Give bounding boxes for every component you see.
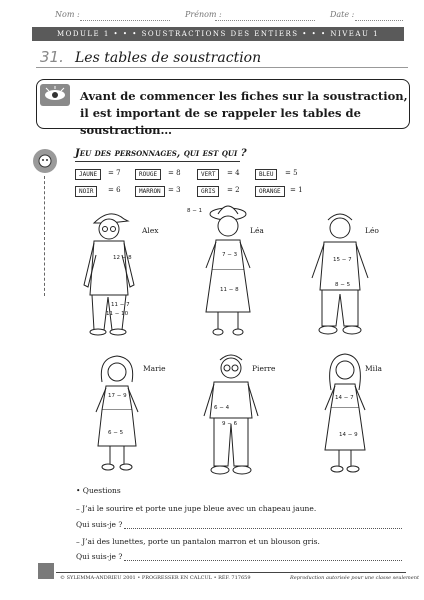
legend-value-marron: = 3 <box>168 186 181 194</box>
label-mila-shirt: 14 − 7 <box>335 395 354 401</box>
label-alex-shoes: 11 − 10 <box>106 311 129 317</box>
legend-value-vert: = 4 <box>227 169 240 177</box>
answer-2-line[interactable] <box>124 560 402 561</box>
legend-color-noir: NOIR <box>75 186 97 197</box>
label-pierre-jacket: 6 − 4 <box>214 405 230 411</box>
label-lea-skirt: 11 − 8 <box>220 287 239 293</box>
questions-heading: • Questions <box>76 486 121 495</box>
answer-1-line[interactable] <box>124 528 402 529</box>
legend-color-jaune: JAUNE <box>75 169 101 180</box>
intro-line-2: il est important de se rappeler les tables de soustraction… <box>80 106 361 137</box>
footer-reproduction: Reproduction autorisée pour une classe seulement <box>290 575 419 581</box>
prenom-line[interactable] <box>215 20 315 21</box>
module-band: MODULE 1 • • • SOUSTRACTIONS DES ENTIERS • • • NIVEAU 1 <box>32 27 404 41</box>
legend-color-bleu: BLEU <box>255 169 277 180</box>
nom-label: Nom : <box>55 10 80 19</box>
legend-value-gris: = 2 <box>227 186 240 194</box>
question-2: – J’ai des lunettes, porte un pantalon marron et un blouson gris. <box>76 537 320 546</box>
answer-1-label: Qui suis-je ? <box>76 520 123 529</box>
label-lea-shirt: 7 − 3 <box>222 252 238 258</box>
intro-text <box>80 88 424 139</box>
date-line[interactable] <box>355 20 403 21</box>
legend-color-vert: VERT <box>197 169 219 180</box>
label-marie-skirt: 6 − 5 <box>108 430 124 436</box>
label-pierre-pants: 9 − 6 <box>222 421 238 427</box>
prenom-label: Prénom : <box>185 10 222 19</box>
legend-color-gris: GRIS <box>197 186 219 197</box>
page-title: Les tables de soustraction <box>75 50 262 66</box>
label-marie-shirt: 17 − 9 <box>108 393 127 399</box>
character-lea[interactable] <box>188 200 268 340</box>
legend-value-jaune: = 7 <box>108 169 121 177</box>
legend-value-noir: = 6 <box>108 186 121 194</box>
game-icon <box>32 148 58 174</box>
footer-square <box>38 563 54 579</box>
label-leo-pants: 8 − 5 <box>335 282 351 288</box>
label-lea-hat: 8 − 1 <box>187 208 203 214</box>
character-marie[interactable] <box>86 352 148 474</box>
name-lea: Léa <box>250 226 264 235</box>
legend-value-orange: = 1 <box>290 186 303 194</box>
footer-line <box>56 572 406 573</box>
label-alex-pants: 11 − 7 <box>111 302 130 308</box>
legend-color-orange: ORANGE <box>255 186 285 197</box>
label-leo-sweater: 15 − 7 <box>333 257 352 263</box>
section-underline <box>75 161 240 162</box>
section-title: Jeu des personnages, qui est qui ? <box>75 148 247 159</box>
legend-color-rouge: ROUGE <box>135 169 161 180</box>
question-1: – J’ai le sourire et porte une jupe bleue avec un chapeau jaune. <box>76 504 317 513</box>
title-divider <box>36 67 408 68</box>
color-legend <box>75 169 315 201</box>
legend-color-marron: MARRON <box>135 186 165 197</box>
date-label: Date : <box>330 10 355 19</box>
nom-line[interactable] <box>80 20 170 21</box>
name-marie: Marie <box>143 364 166 373</box>
label-mila-dress: 14 − 9 <box>339 432 358 438</box>
label-alex-shirt: 12 − 8 <box>113 255 132 261</box>
answer-2-label: Qui suis-je ? <box>76 552 123 561</box>
character-alex[interactable] <box>58 205 150 340</box>
eye-icon <box>40 84 70 106</box>
name-alex: Alex <box>142 226 159 235</box>
name-leo: Léo <box>365 226 379 235</box>
legend-value-rouge: = 8 <box>168 169 181 177</box>
legend-value-bleu: = 5 <box>285 169 298 177</box>
name-pierre: Pierre <box>252 364 276 373</box>
dashed-guide <box>44 176 45 296</box>
name-mila: Mila <box>365 364 382 373</box>
footer-copyright: © SYLEMMA-ANDRIEU 2001 • PROGRESSER EN CALCUL • RÉF. 717659 <box>60 575 251 581</box>
intro-line-1: Avant de commencer les fiches sur la soustraction, <box>80 89 408 103</box>
exercise-number: 31. <box>40 48 64 66</box>
